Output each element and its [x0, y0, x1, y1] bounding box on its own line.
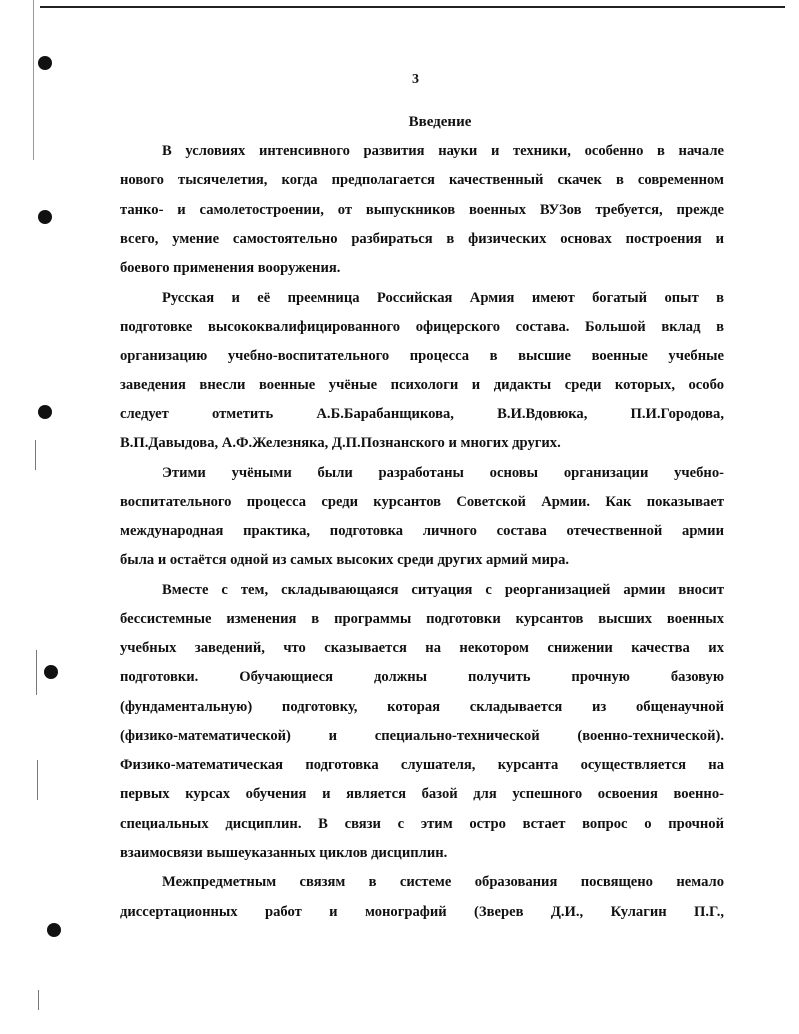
text-line: была и остаётся одной из самых высоких среди других армий мира. [120, 552, 570, 568]
punch-hole-5 [47, 923, 61, 937]
text-line: В.П.Давыдова, А.Ф.Железняка, Д.П.Познанского и многих других. [120, 435, 561, 451]
text-line: танко- и самолетостроении, от выпускников военных ВУЗов требуется, прежде [120, 202, 724, 218]
text-line: заведения внесли военные учёные психологи и дидакты среди которых, особо [120, 377, 724, 393]
scan-mark [35, 440, 36, 470]
page-number: 3 [412, 72, 419, 87]
text-line: взаимосвязи вышеуказанных циклов дисциплин. [120, 845, 448, 861]
text-line: организацию учебно-воспитательного процесса в высшие военные учебные [120, 348, 724, 364]
text-line: Физико-математическая подготовка слушателя, курсанта осуществляется на [120, 757, 724, 773]
text-line: подготовке высококвалифицированного офицерского состава. Большой вклад в [120, 319, 724, 335]
text-line: диссертационных работ и монографий (Зверев Д.И., Кулагин П.Г., [120, 904, 724, 920]
text-line: В условиях интенсивного развития науки и техники, особенно в начале [162, 143, 724, 159]
text-line: первых курсах обучения и является базой для успешного освоения военно- [120, 786, 724, 802]
text-line: (фундаментальную) подготовку, которая складывается из общенаучной [120, 699, 724, 715]
scan-mark [37, 760, 38, 800]
text-line: боевого применения вооружения. [120, 260, 341, 276]
text-line: Межпредметным связям в системе образования посвящено немало [162, 874, 724, 890]
text-line: следует отметить А.Б.Барабанщикова, В.И.Вдовюка, П.И.Городова, [120, 406, 724, 422]
text-line: воспитательного процесса среди курсантов Советской Армии. Как показывает [120, 494, 724, 510]
punch-hole-1 [38, 56, 52, 70]
text-line: нового тысячелетия, когда предполагается качественный скачек в современном [120, 172, 724, 188]
text-line: специальных дисциплин. В связи с этим остро встает вопрос о прочной [120, 816, 724, 832]
text-line: подготовки. Обучающиеся должны получить прочную базовую [120, 669, 724, 685]
text-line: Вместе с тем, складывающаяся ситуация с реорганизацией армии вносит [162, 582, 724, 598]
text-line: (физико-математической) и специально-технической (военно-технической). [120, 728, 724, 744]
scan-mark [36, 650, 37, 695]
scan-left-border [33, 0, 34, 160]
scan-top-border [40, 6, 785, 8]
text-line: всего, умение самостоятельно разбираться в физических основах построения и [120, 231, 724, 247]
punch-hole-4 [44, 665, 58, 679]
punch-hole-2 [38, 210, 52, 224]
text-line: учебных заведений, что сказывается на некотором снижении качества их [120, 640, 724, 656]
text-line: международная практика, подготовка личного состава отечественной армии [120, 523, 724, 539]
page-title: Введение [408, 114, 472, 130]
text-line: бессистемные изменения в программы подготовки курсантов высших военных [120, 611, 724, 627]
text-line: Русская и её преемница Российская Армия имеют богатый опыт в [162, 290, 724, 306]
text-line: Этими учёными были разработаны основы организации учебно- [162, 465, 724, 481]
punch-hole-3 [38, 405, 52, 419]
scan-mark [38, 990, 39, 1010]
